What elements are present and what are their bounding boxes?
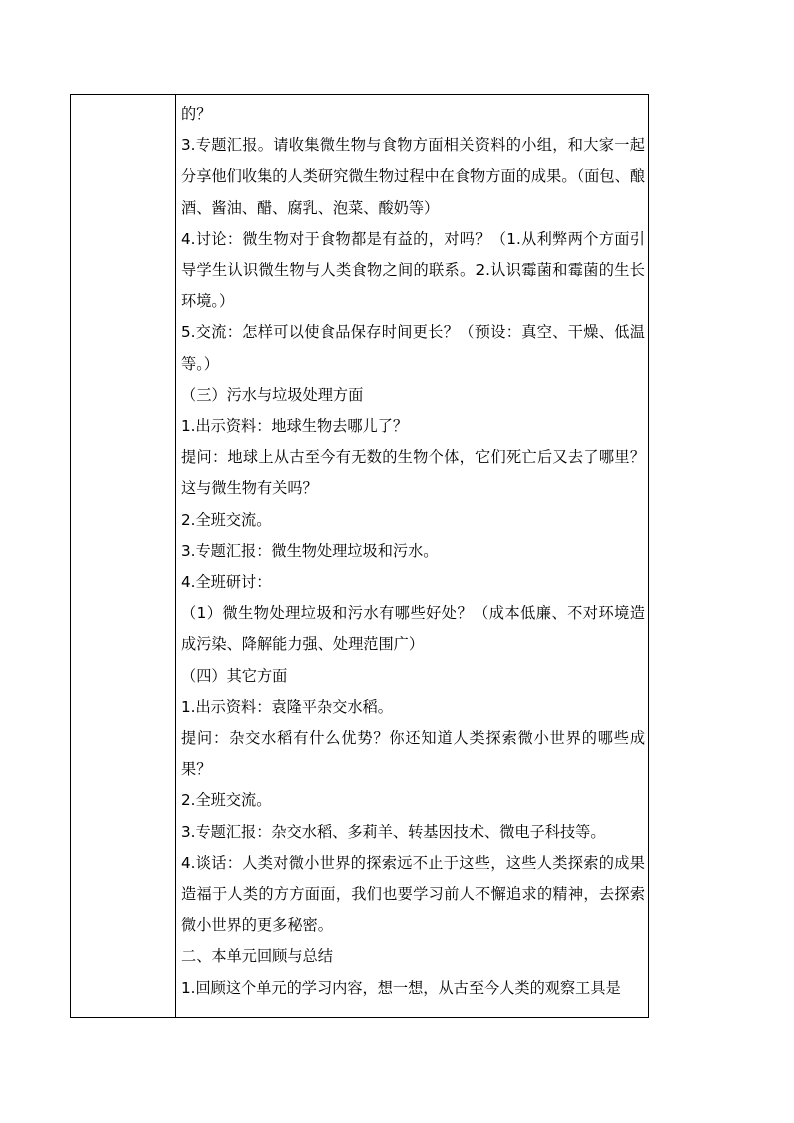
lesson-table — [70, 94, 649, 1018]
section-heading: 二、本单元回顾与总结 — [181, 947, 333, 966]
paragraph: 4.谈话：人类对微小世界的探索远不止于这些，这些人类探索的成果造福于人类的方方面面，我们也要学习前人不懈追求的精神，去探索微小世界的更多秘密。 — [181, 853, 645, 935]
paragraph: 2.全班交流。 — [181, 791, 272, 810]
paragraph: 2.全班交流。 — [181, 510, 272, 529]
paragraph: 3.专题汇报：杂交水稻、多莉羊、转基因技术、微电子科技等。 — [181, 822, 606, 841]
section-heading: （四）其它方面 — [181, 666, 288, 685]
section-heading: （三）污水与垃圾处理方面 — [181, 385, 364, 404]
paragraph: 1.回顾这个单元的学习内容，想一想，从古至今人类的观察工具是 — [181, 978, 621, 997]
paragraph: （1）微生物处理垃圾和污水有哪些好处？（成本低廉、不对环境造成污染、降解能力强、处理范围广） — [181, 604, 645, 654]
paragraph: 1.出示资料：地球生物去哪儿了？ — [181, 417, 409, 436]
paragraph: 3.专题汇报。请收集微生物与食物方面相关资料的小组，和大家一起分享他们收集的人类研究微生物过程中在食物方面的成果。（面包、酿酒、酱油、醋、腐乳、泡菜、酸奶等） — [181, 136, 645, 217]
paragraph: 提问：杂交水稻有什么优势？你还知道人类探索微小世界的哪些成果？ — [181, 729, 645, 779]
paragraph: 提问：地球上从古至今有无数的生物个体，它们死亡后又去了哪里？这与微生物有关吗？ — [181, 448, 645, 498]
paragraph: 4.讨论：微生物对于食物都是有益的，对吗？（1.从利弊两个方面引导学生认识微生物与人类食物之间的联系。2.认识霉菌和霉菌的生长环境。） — [181, 229, 645, 311]
table-left-column — [71, 95, 176, 1017]
paragraph: 的？ — [181, 105, 212, 123]
paragraph: 3.专题汇报：微生物处理垃圾和污水。 — [181, 541, 439, 560]
paragraph: 1.出示资料：袁隆平杂交水稻。 — [181, 697, 393, 716]
paragraph: 4.全班研讨： — [181, 573, 272, 592]
paragraph: 5.交流：怎样可以使食品保存时间更长？（预设：真空、干燥、低温等。） — [181, 323, 645, 373]
table-content-cell — [176, 95, 648, 1017]
